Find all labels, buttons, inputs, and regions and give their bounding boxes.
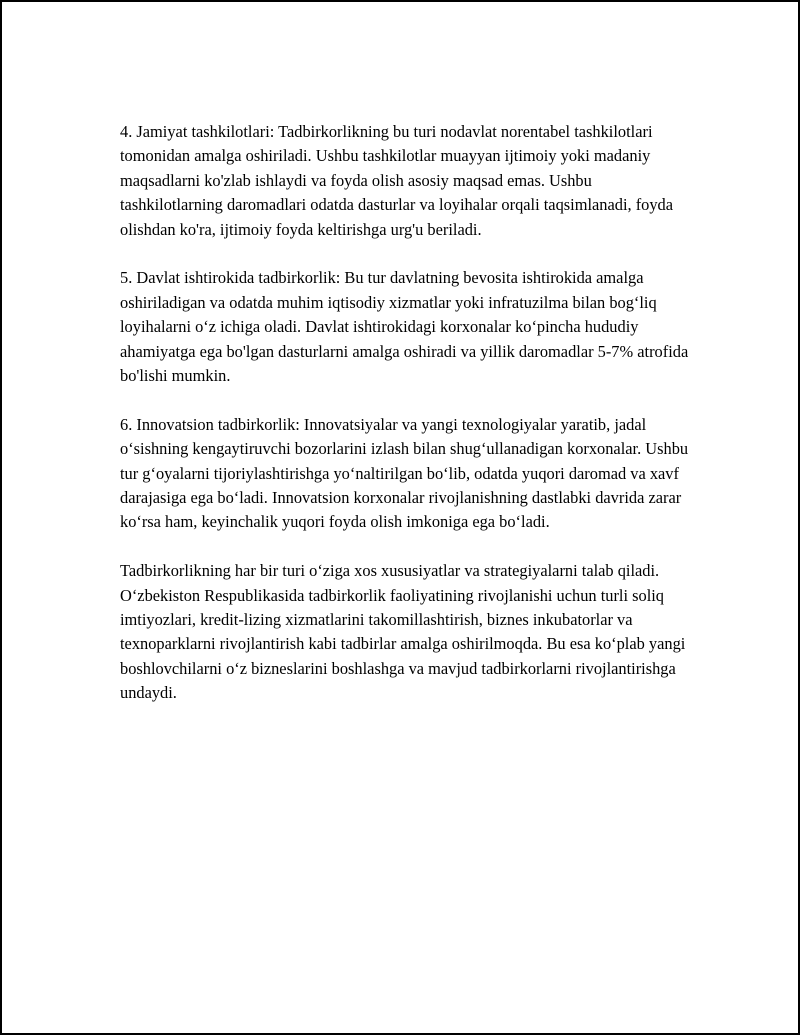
paragraph-innovatsion: 6. Innovatsion tadbirkorlik: Innovatsiyalar va yangi texnologiyalar yaratib, jadal o‘sishning kengaytiruvchi bozorlarini izlash bilan shug‘ullanadigan korxonalar. Ushbu tur g‘oyalarni tijoriylashtirishga yo‘naltirilgan bo‘lib, odatda yuqori daromad va xavf darajasiga ega bo‘ladi. Innovatsion korxonalar rivojlanishning dastlabki davrida zarar ko‘rsa ham, keyinchalik yuqori foyda olish imkoniga ega bo‘ladi. [120, 414, 689, 532]
paragraph-conclusion: Tadbirkorlikning har bir turi o‘ziga xos xususiyatlar va strategiyalarni talab qiladi. O‘zbekiston Respublikasida tadbirkorlik faoliyatining rivojlanishi uchun turli soliq imtiyozlari, kredit-lizing xizmatlarini takomillashtirish, biznes inkubatorlar va texnoparklarni rivojlantirish kabi tadbirlar amalga oshirilmoqda. Bu esa ko‘plab yangi boshlovchilarni o‘z bizneslarini boshlashga va mavjud tadbirkorlarni rivojlantirishga undaydi. [120, 561, 686, 703]
paragraph-davlat-ishtirokida: 5. Davlat ishtirokida tadbirkorlik: Bu tur davlatning bevosita ishtirokida amalga oshiriladigan va odatda muhim iqtisodiy xizmatlar yoki infratuzilma bilan bog‘liq loyihalarni o‘z ichiga oladi. Davlat ishtirokidagi korxonalar ko‘pincha hududiy ahamiyatga ega bo'lgan dasturlarni amalga oshiradi va yillik daromadlar 5-7% atrofida bo'lishi mumkin. [120, 268, 689, 386]
paragraph-jamiyat-tashkilotlari: 4. Jamiyat tashkilotlari: Tadbirkorlikning bu turi nodavlat norentabel tashkilotlari tomonidan amalga oshiriladi. Ushbu tashkilotlar muayyan ijtimoiy yoki madaniy maqsadlarni ko'zlab ishlaydi va foyda olish asosiy maqsad emas. Ushbu tashkilotlarning daromadlari odatda dasturlar va loyihalar orqali taqsimlanadi, foyda olishdan ko'ra, ijtimoiy foyda keltirishga urg'u beriladi. [120, 122, 674, 239]
document-body [120, 120, 690, 730]
